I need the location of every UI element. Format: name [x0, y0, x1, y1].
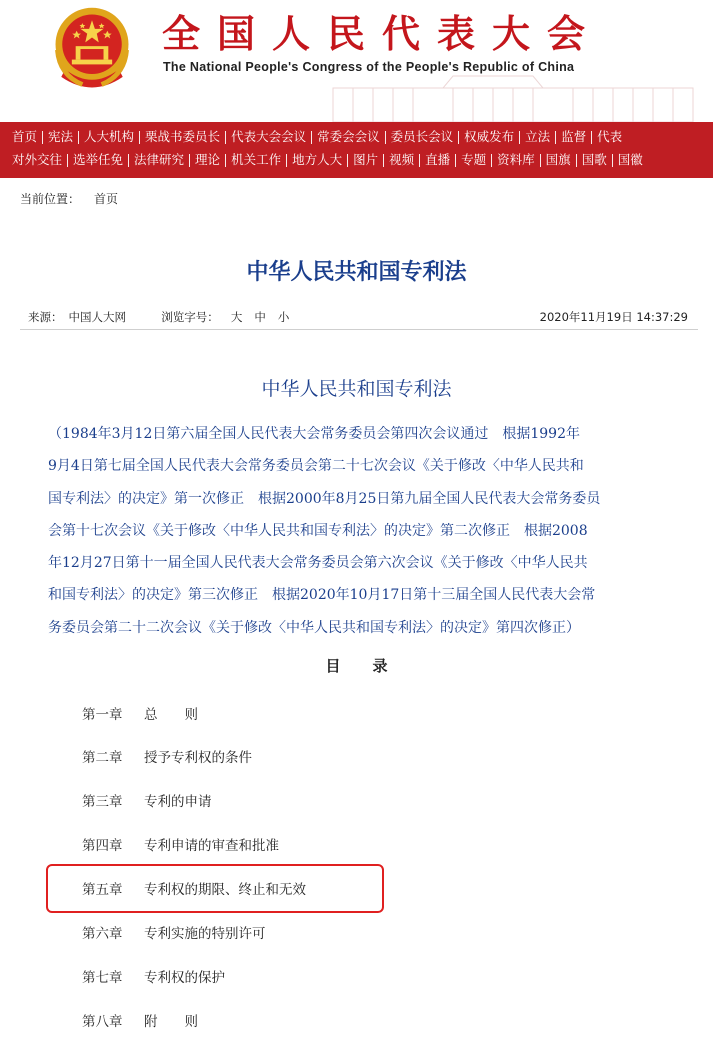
nav-separator — [519, 131, 520, 144]
nav-separator — [385, 131, 386, 144]
font-size-small-button[interactable]: 小 — [277, 310, 290, 324]
nav-separator — [42, 131, 43, 144]
nav-item[interactable]: 常委会会议 — [317, 129, 380, 144]
intro-line: 年12月27日第十一届全国人民代表大会常务委员会第六次会议《关于修改〈中华人民共 — [48, 555, 588, 572]
breadcrumb-label: 当前位置： — [20, 192, 81, 206]
nav-item[interactable]: 选举任免 — [73, 152, 124, 167]
publish-datetime: 2020年11月19日 14:37:29 — [539, 310, 688, 324]
nav-item[interactable]: 代表 — [597, 129, 623, 144]
article-title: 中华人民共和国专利法 — [246, 259, 467, 285]
nav-item[interactable]: 首页 — [12, 129, 38, 144]
nav-item[interactable]: 人大机构 — [84, 129, 135, 144]
nav-item[interactable]: 资料库 — [497, 152, 535, 167]
toc-chapter: 第七章 — [82, 970, 123, 986]
nav-item[interactable]: 机关工作 — [231, 152, 282, 167]
breadcrumb — [20, 190, 118, 207]
toc-chapter: 第六章 — [82, 926, 123, 942]
font-size-large-button[interactable]: 大 — [230, 310, 243, 324]
nav-separator — [383, 154, 384, 167]
nav-item[interactable]: 理论 — [195, 152, 221, 167]
nav-separator — [555, 131, 556, 144]
legislative-history — [48, 418, 668, 644]
nav-separator — [139, 131, 140, 144]
toc-heading: 目录 — [325, 657, 420, 675]
nav-separator — [419, 154, 420, 167]
nav-separator — [540, 154, 541, 167]
nav-row-1 — [12, 127, 622, 147]
intro-line: 务委员会第二十二次会议《关于修改〈中华人民共和国专利法〉的决定》第四次修正） — [48, 619, 580, 636]
site-subtitle: The National People's Congress of the People's Republic of China — [163, 60, 575, 74]
nav-item[interactable]: 地方人大 — [292, 152, 343, 167]
toc-title: 专利权的保护 — [144, 970, 225, 986]
toc-item[interactable] — [82, 834, 279, 854]
nav-item[interactable]: 法律研究 — [134, 152, 185, 167]
nav-item[interactable]: 国旗 — [545, 152, 571, 167]
nav-separator — [491, 154, 492, 167]
nav-separator — [612, 154, 613, 167]
nav-item[interactable]: 国歌 — [581, 152, 607, 167]
nav-item[interactable]: 权威发布 — [464, 129, 515, 144]
source-value: 中国人大网 — [68, 310, 126, 324]
nav-separator — [311, 131, 312, 144]
source-label: 来源： — [28, 310, 63, 324]
nav-item[interactable]: 图片 — [353, 152, 379, 167]
font-size-label: 浏览字号： — [161, 310, 219, 324]
toc-chapter: 第三章 — [82, 794, 123, 810]
breadcrumb-home-link[interactable]: 首页 — [94, 192, 119, 206]
toc-item[interactable] — [82, 1010, 198, 1030]
highlight-box — [46, 864, 384, 913]
font-size-medium-button[interactable]: 中 — [254, 310, 266, 324]
intro-line: （1984年3月12日第六届全国人民代表大会常务委员会第四次会议通过 根据1992年 — [48, 426, 580, 442]
nav-item[interactable]: 国徽 — [617, 152, 643, 167]
nav-separator — [591, 131, 592, 144]
intro-line: 会第十七次会议《关于修改〈中华人民共和国专利法〉的决定》第二次修正 根据2008 — [48, 522, 588, 539]
toc-item[interactable] — [82, 922, 266, 942]
toc-title: 总 则 — [144, 707, 198, 723]
toc-chapter: 第八章 — [82, 1014, 123, 1030]
nav-separator — [225, 131, 226, 144]
toc-item[interactable] — [82, 966, 225, 986]
nav-item[interactable]: 视频 — [389, 152, 415, 167]
nav-separator — [286, 154, 287, 167]
main-navigation — [0, 122, 713, 178]
nav-item[interactable]: 委员长会议 — [390, 129, 454, 144]
site-header — [0, 0, 713, 122]
nav-separator — [67, 154, 68, 167]
nav-item[interactable]: 对外交往 — [12, 152, 63, 167]
nav-item[interactable]: 栗战书委员长 — [145, 129, 221, 144]
nav-separator — [225, 154, 226, 167]
nav-item[interactable]: 监督 — [561, 129, 587, 144]
toc-chapter: 第五章 — [82, 882, 123, 898]
nav-item[interactable]: 专题 — [461, 152, 487, 167]
toc-chapter: 第二章 — [82, 750, 123, 766]
intro-line: 9月4日第七届全国人民代表大会常务委员会第二十七次会议《关于修改〈中华人民共和 — [48, 458, 584, 475]
toc-item[interactable] — [82, 790, 212, 810]
toc-title: 附 则 — [144, 1014, 198, 1030]
toc-title: 授予专利权的条件 — [144, 750, 252, 766]
nav-row-2 — [12, 150, 643, 170]
nav-separator — [189, 154, 190, 167]
intro-line: 和国专利法〉的决定》第三次修正 根据2020年10月17日第十三届全国人民代表大会常 — [48, 587, 596, 604]
nav-item[interactable]: 代表大会会议 — [231, 129, 307, 144]
toc-title: 专利实施的特别许可 — [144, 926, 266, 942]
national-emblem-icon[interactable] — [44, 2, 140, 98]
nav-separator — [576, 154, 577, 167]
toc-title: 专利申请的审查和批准 — [144, 838, 279, 854]
nav-separator — [78, 131, 79, 144]
nav-separator — [347, 154, 348, 167]
nav-item[interactable]: 宪法 — [48, 129, 74, 144]
nav-separator — [455, 154, 456, 167]
article-meta — [20, 307, 698, 330]
toc-chapter: 第一章 — [82, 707, 123, 723]
toc-chapter: 第四章 — [82, 838, 123, 854]
intro-line: 国专利法〉的决定》第一次修正 根据2000年8月25日第九届全国人民代表大会常务委员 — [48, 490, 601, 507]
toc-title: 专利权的期限、终止和无效 — [144, 882, 306, 898]
toc-item[interactable] — [82, 746, 252, 766]
site-title: 全国人民代表大会 — [162, 11, 603, 56]
toc-item[interactable] — [82, 703, 198, 723]
nav-item[interactable]: 直播 — [425, 152, 451, 167]
nav-item[interactable]: 立法 — [525, 129, 551, 144]
toc-title: 专利的申请 — [144, 794, 212, 810]
nav-separator — [128, 154, 129, 167]
nav-separator — [458, 131, 459, 144]
document-title: 中华人民共和国专利法 — [261, 378, 452, 400]
great-hall-illustration-icon — [293, 70, 713, 122]
